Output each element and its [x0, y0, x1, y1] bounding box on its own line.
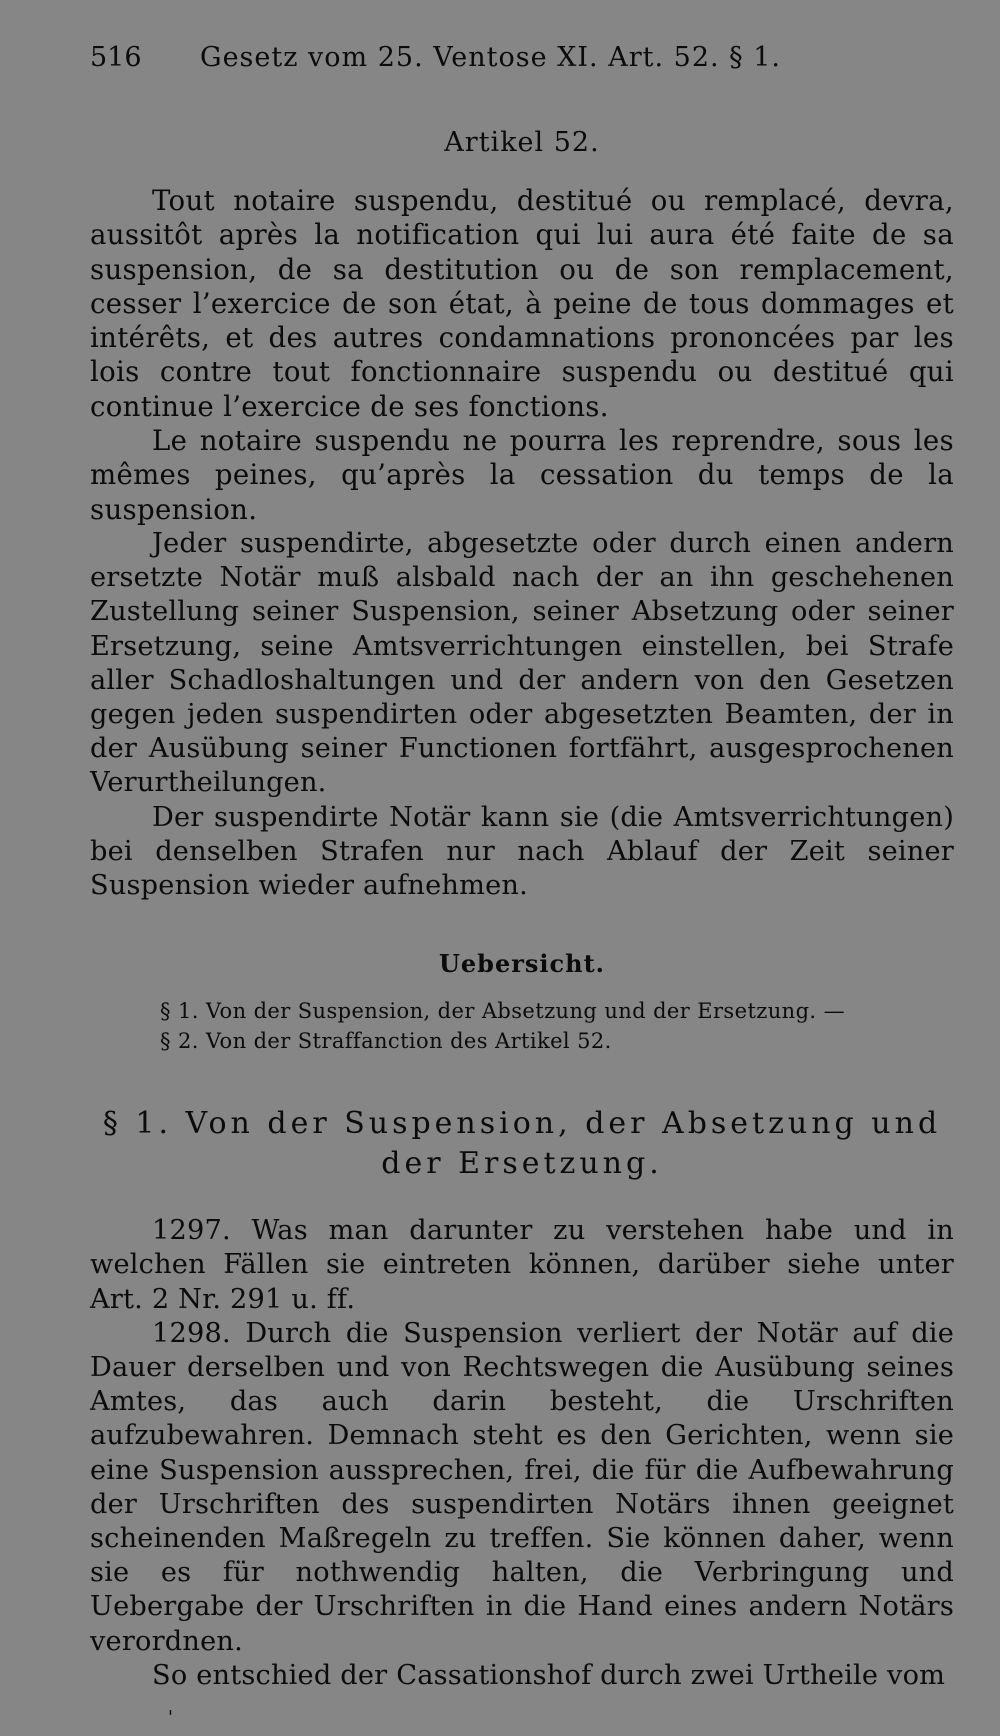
- paragraph-number: 1297.: [152, 1215, 231, 1247]
- paragraph-text: Durch die Suspension verliert der Notär auf die Dauer derselben und von Rechtswegen die Ausübung seines Amtes, das auch darin besteht, die Urschriften aufzubewahren. Demnach steht es den Gerichten, wenn sie eine Suspension aussprechen, frei, die für die Aufbewahrung der Urschriften des suspendirten Notärs ihnen geeignet scheinenden Maßregeln zu treffen. Sie können daher, wenn sie es für nothwendig halten, die Verbringung und Uebergabe der Urschriften in die Hand eines andern Notärs verordnen.: [90, 1317, 954, 1657]
- overview-title: Uebersicht.: [438, 949, 606, 979]
- paragraph-text: So entschied der Cassationshof durch zwei Urtheile vom: [152, 1659, 946, 1691]
- footer-mark: ': [168, 1707, 173, 1728]
- paragraph-number: 1298.: [152, 1317, 231, 1349]
- running-head: [90, 44, 954, 71]
- paragraph-text: Was man darunter zu verstehen habe und in welchen Fällen sie eintreten können, darüber siehe unter Art. 2 Nr. 291 u. ff.: [90, 1215, 955, 1315]
- overview-item-section-2: § 2. Von der Straffanction des Artikel 52.: [160, 1029, 612, 1054]
- german-paragraph-2: Der suspendirte Notär kann sie (die Amtsverrichtungen) bei denselben Strafen nur nach Ablauf der Zeit seiner Suspension wieder aufnehmen.: [90, 801, 954, 901]
- numbered-paragraph-1297: [90, 1214, 954, 1317]
- section-title: § 1. Von der Suspension, der Absetzung und der Ersetzung.: [102, 1106, 942, 1182]
- page-number: 516: [90, 42, 142, 73]
- french-paragraph-1: Tout notaire suspendu, destitué ou remplacé, devra, aussitôt après la notification qui lui aura été faite de sa suspension, de sa destitution ou de son remplacement, cesser l’exercice de son état, à peine de tous dommages et intérêts, et des autres condamnations prononcées par les lois contre tout fonctionnaire suspendu ou destitué qui continue l’exercice de ses fonctions.: [90, 184, 954, 423]
- overview-list: [160, 996, 954, 1056]
- numbered-paragraph-1298: [90, 1317, 954, 1659]
- article-heading: Artikel 52.: [444, 127, 600, 158]
- german-paragraph-1: Jeder suspendirte, abgesetzte oder durch einen andern ersetzte Notär muß alsbald nach der an ihn geschehenen Zustellung seiner Suspension, seiner Absetzung oder seiner Ersetzung, seine Amtsverrichtungen einstellen, bei Strafe aller Schadloshaltungen und der andern von den Gesetzen gegen jeden suspendirten oder abgesetzten Beamten, der in der Ausübung seiner Functionen fortfährt, ausgesprochenen Verurtheilungen.: [90, 527, 954, 799]
- french-paragraph-2: Le notaire suspendu ne pourra les reprendre, sous les mêmes peines, qu’après la cessation du temps de la suspension.: [90, 424, 954, 526]
- continuation-paragraph: [90, 1659, 954, 1693]
- running-title: Gesetz vom 25. Ventose XI. Art. 52. § 1.: [200, 42, 782, 73]
- overview-item-section-1: § 1. Von der Suspension, der Absetzung und der Ersetzung. —: [160, 999, 845, 1024]
